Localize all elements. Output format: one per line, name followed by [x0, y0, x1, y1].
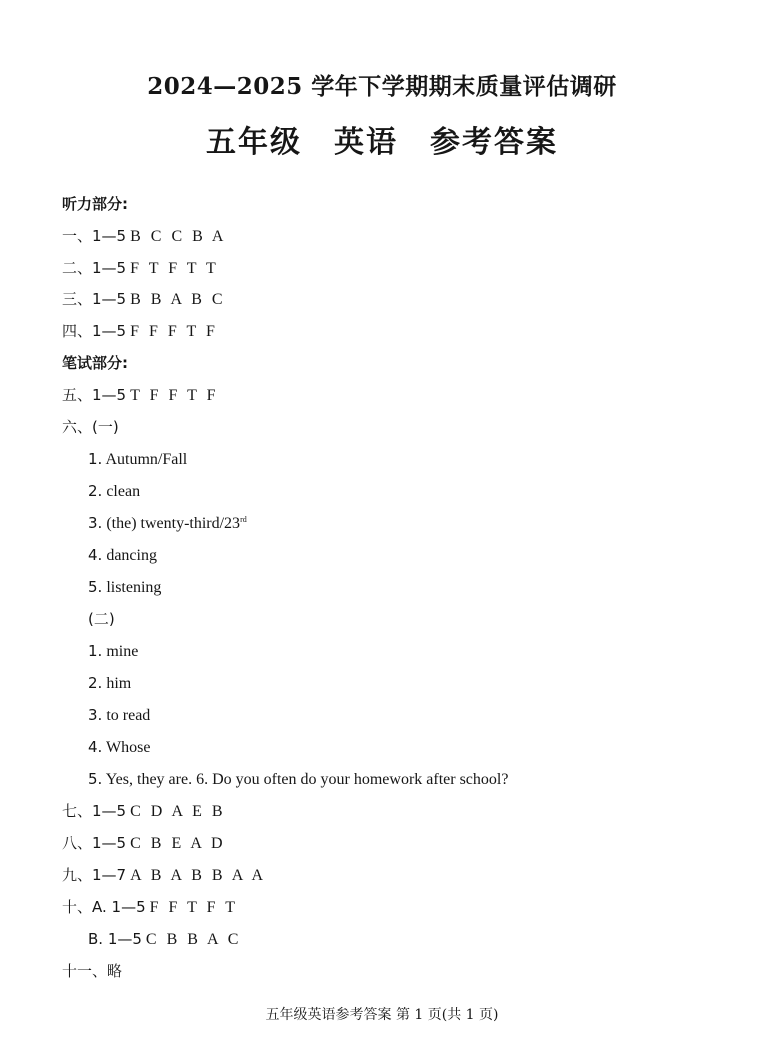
written-heading: 笔试部分:: [62, 354, 128, 372]
doc-type-label: 参考答案: [430, 125, 558, 160]
answer-row-10a: 十、A. 1—5 F F T F T: [62, 898, 238, 916]
form-answer-2: 2. him: [88, 674, 132, 692]
answer-row-5: 五、1—5 T F F T F: [62, 386, 219, 404]
answer-row-9: 九、1—7 A B A B B A A: [62, 866, 267, 884]
fill-answer-4: 4. dancing: [88, 546, 157, 564]
grade-label: 五年级: [206, 125, 302, 160]
answer-row-3: 三、1—5 B B A B C: [62, 290, 226, 308]
answer-row-2: 二、1—5 F T F T T: [62, 259, 219, 277]
subject-label: 英语: [334, 125, 398, 160]
answer-row-6-header: 六、(一): [62, 418, 119, 436]
fill-answer-3: 3. (the) twenty-third/23rd: [88, 514, 247, 532]
answer-row-4: 四、1—5 F F F T F: [62, 322, 218, 340]
form-answer-1: 1. mine: [88, 642, 139, 660]
form-answer-3: 3. to read: [88, 706, 151, 724]
exam-title: 2024—2025 学年下学期期末质量评估调研: [147, 73, 617, 100]
form-answer-5: 5. Yes, they are. 6. Do you often do your homework after school?: [88, 770, 509, 788]
answer-row-8: 八、1—5 C B E A D: [62, 834, 226, 852]
fill-answer-5: 5. listening: [88, 578, 162, 596]
page-footer: 五年级英语参考答案 第 1 页(共 1 页): [265, 1007, 499, 1023]
fill-answer-2: 2. clean: [88, 482, 141, 500]
fill-answer-1: 1. Autumn/Fall: [88, 450, 188, 468]
doc-subtitle: [0, 117, 764, 161]
answer-row-11: 十一、略: [62, 962, 123, 980]
form-answer-4: 4. Whose: [88, 738, 151, 756]
answer-row-1: 一、1—5 B C C B A: [62, 227, 227, 245]
part-two-label: (二): [88, 610, 115, 628]
answer-row-10b: B. 1—5 C B B A C: [88, 930, 242, 948]
listening-heading: 听力部分:: [62, 195, 128, 213]
answer-row-7: 七、1—5 C D A E B: [62, 802, 226, 820]
ordinal-suffix: rd: [240, 515, 247, 524]
